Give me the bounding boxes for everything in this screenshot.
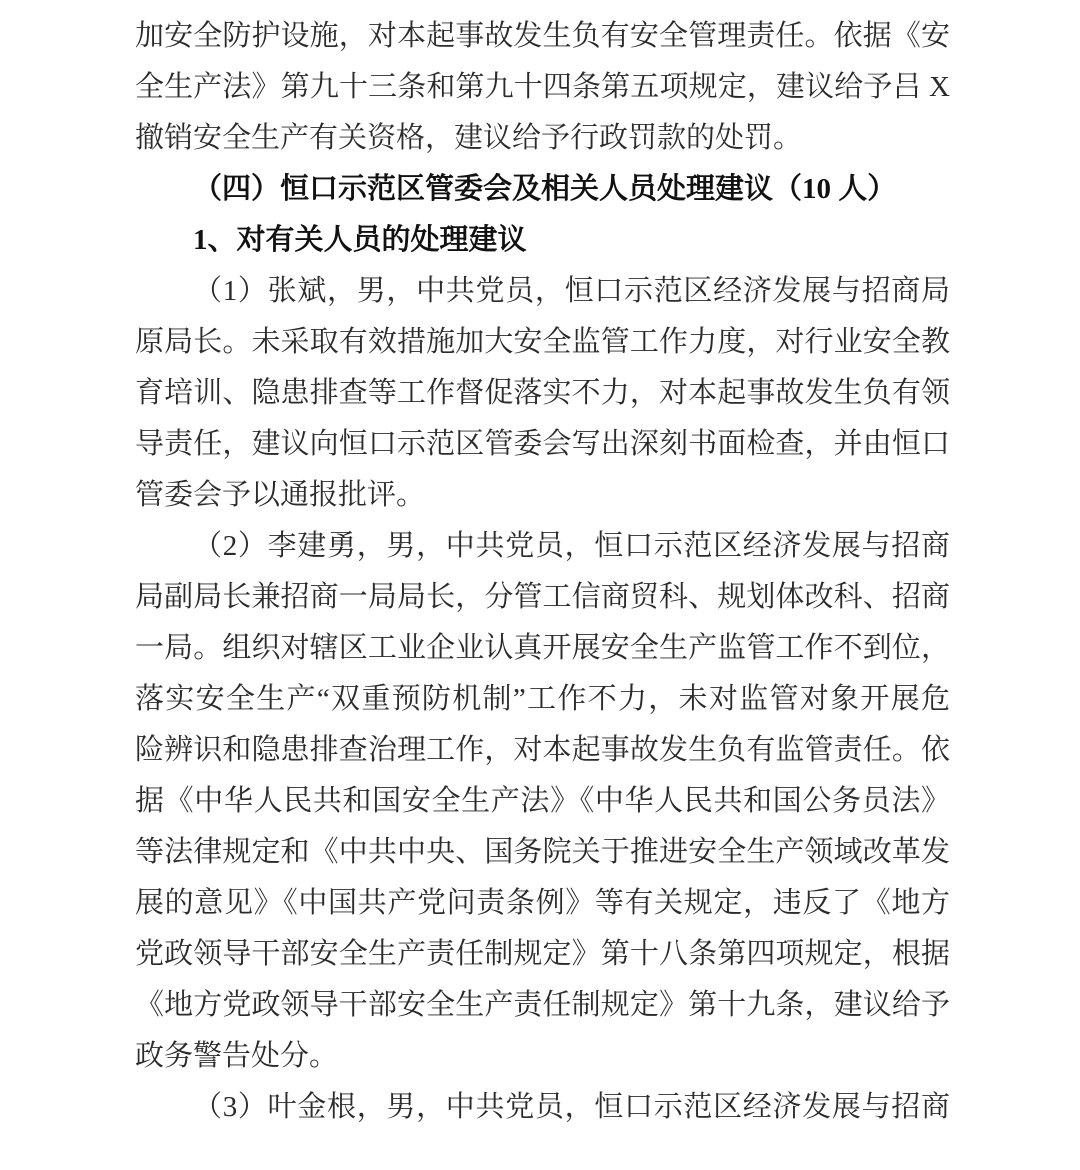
text-line: 局副局长兼招商一局局长，分管工信商贸科、规划体改科、招商 [135,581,950,613]
text-line: 政务警告处分。 [135,1040,339,1072]
text-line: 加安全防护设施，对本起事故发生负有安全管理责任。依据《安 [135,20,950,52]
text-line: 撤销安全生产有关资格，建议给予行政罚款的处罚。 [135,122,803,154]
document-page [135,11,950,1133]
text-line: 管委会予以通报批评。 [135,479,426,511]
text-line: 展的意见》《中国共产党问责条例》等有关规定，违反了《地方 [135,887,950,919]
text-line: （3）叶金根，男，中共党员，恒口示范区经济发展与招商 [193,1091,950,1123]
text-line: 原局长。未采取有效措施加大安全监管工作力度，对行业安全教 [135,326,950,358]
text-line: 一局。组织对辖区工业企业认真开展安全生产监管工作不到位， [135,632,950,664]
text-line: （2）李建勇，男，中共党员，恒口示范区经济发展与招商 [193,530,950,562]
text-line: 险辨识和隐患排查治理工作，对本起事故发生负有监管责任。依 [135,734,950,766]
text-line: 《地方党政领导干部安全生产责任制规定》第十九条，建议给予 [135,989,950,1021]
section-heading-line: （四）恒口示范区管委会及相关人员处理建议（10 人） [193,173,897,205]
subsection-heading-line: 1、对有关人员的处理建议 [193,224,527,256]
text-line: 导责任，建议向恒口示范区管委会写出深刻书面检查，并由恒口 [135,428,950,460]
text-line: 党政领导干部安全生产责任制规定》第十八条第四项规定，根据 [135,938,950,970]
text-line: 据《中华人民共和国安全生产法》《中华人民共和国公务员法》 [135,785,950,817]
text-line: （1）张斌，男，中共党员，恒口示范区经济发展与招商局 [193,275,950,307]
text-line: 落实安全生产“双重预防机制”工作不力，未对监管对象开展危 [135,683,950,715]
text-line: 育培训、隐患排查等工作督促落实不力，对本起事故发生负有领 [135,377,950,409]
text-line: 全生产法》第九十三条和第九十四条第五项规定，建议给予吕 X [135,71,950,103]
text-line: 等法律规定和《中共中央、国务院关于推进安全生产领域改革发 [135,836,950,868]
